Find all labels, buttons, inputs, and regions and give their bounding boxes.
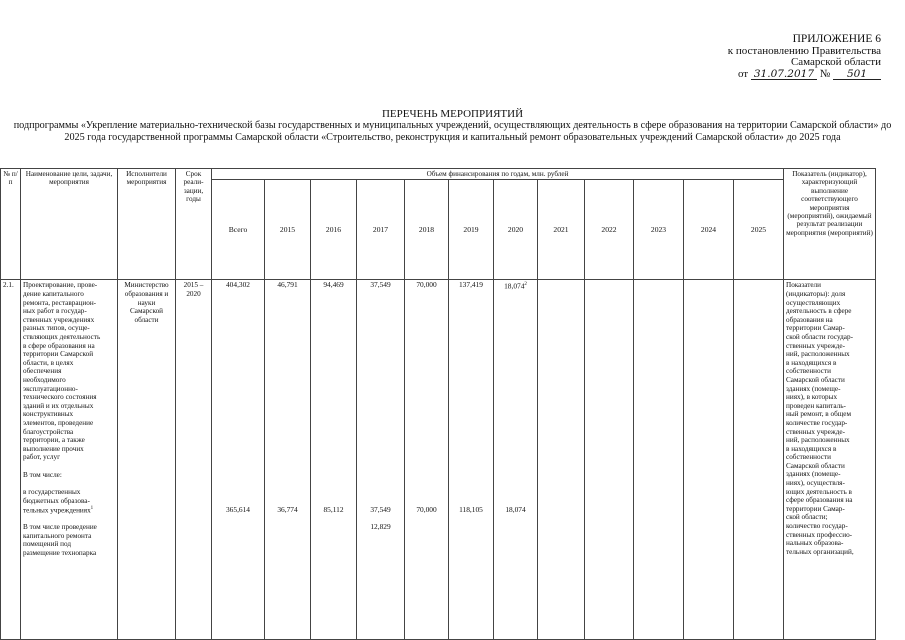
value-cell-sub1: 37,549 [370, 504, 391, 514]
row-indicator-line: ственных учрежде- [786, 427, 845, 436]
footnote-mark: 2 [524, 282, 527, 288]
row-indicator-line: территории Самар- [786, 324, 845, 333]
header-name: Наименование цели, задачи, мероприятия [21, 169, 118, 280]
row-indicator [786, 281, 873, 556]
row-indicator-line: собственности [786, 367, 831, 376]
row-indicator-line: количестве государ- [786, 418, 848, 427]
header-year-2015: 2015 [265, 180, 311, 280]
row-indicator-line: количество государ- [786, 522, 848, 531]
header-year-2025: 2025 [734, 180, 784, 280]
row-indicator-line: ний, расположенных [786, 436, 850, 445]
date-prefix: от [737, 67, 749, 80]
header-year-2024: 2024 [684, 180, 734, 280]
header-executors: Исполнители мероприятия [118, 169, 176, 280]
row-term-cell [176, 280, 212, 640]
row-sub2-line: помещений под [23, 540, 71, 549]
row-indicator-line: осуществляющих [786, 298, 841, 307]
row-indicator-line: собственности [786, 453, 831, 462]
appendix-line-2: Самарской области [790, 56, 881, 68]
row-indicator-line: зданиях (помеще- [786, 470, 841, 479]
row-name-line: работ, услуг [23, 453, 61, 462]
row-name-line: дение капитального [23, 290, 84, 298]
row-name-line: ствляющих деятельность [23, 332, 101, 341]
row-sub2-line: размещение технопарка [23, 548, 97, 557]
measures-table [0, 168, 876, 640]
row-name-line: необходимого [23, 375, 66, 384]
table-row [1, 280, 876, 640]
document-subtitle: подпрограммы «Укрепление материально-технической базы государственных и муниципальных учреждений, осуществляющих деятельность в сфере образования на территории Самарской области» до 2025 года государственной программы Самарской области «Строительство, реконструкция и капитальный ремонт образовательных учреждений Самарской области» до 2025 года [13, 120, 892, 143]
row-value-2022 [585, 280, 634, 640]
row-name-line: разных типов, осуще- [23, 324, 90, 333]
row-term [178, 281, 209, 298]
value-cell-sub1: 18,074 [505, 504, 526, 514]
row-name [23, 281, 115, 461]
row-name-line: обеспечения [23, 367, 62, 376]
appendix-title: ПРИЛОЖЕНИЕ 6 [792, 33, 881, 45]
row-indicator-line: ний, расположенных [786, 350, 850, 359]
row-term-line: 2020 [186, 290, 201, 298]
row-value-2020 [494, 280, 538, 640]
row-value-total [212, 280, 265, 640]
header-finance: Объем финансирования по годам, млн. рублей [212, 169, 784, 180]
row-name-line: зданий и их отдельных [23, 401, 94, 410]
row-indicator-line: (индикаторы): доля [786, 290, 846, 298]
appendix-block [681, 34, 881, 80]
row-name-line: элементов, проведение [23, 418, 94, 427]
row-indicator-line: образования на [786, 315, 833, 324]
row-value-2016 [311, 280, 357, 640]
row-sub1-name [23, 488, 115, 514]
row-indicator-line: ниях), в которых [786, 393, 838, 402]
row-indicator-line: ской области государ- [786, 332, 853, 341]
document-title: ПЕРЕЧЕНЬ МЕРОПРИЯТИЙ [381, 108, 524, 120]
header-year-2016: 2016 [311, 180, 357, 280]
value-cell-sub1: 365,614 [225, 504, 251, 514]
row-name-line: благоустройства [23, 427, 74, 436]
row-executor-line: науки [137, 298, 156, 307]
row-name-line: ственных учреждениях [23, 315, 95, 324]
header-year-2021: 2021 [538, 180, 585, 280]
row-value-2023 [634, 280, 684, 640]
header-year-2023: 2023 [634, 180, 684, 280]
row-indicator-line: сфере образования на [786, 496, 853, 505]
row-indicator-line: ный ремонт, в общем [786, 410, 851, 419]
row-name-line: территории Самарской [23, 350, 94, 359]
row-executor-cell [118, 280, 176, 640]
row-name-cell [21, 280, 118, 640]
row-indicator-line: нальных образова- [786, 539, 844, 548]
row-name-line: конструктивных [23, 410, 74, 419]
header-year-2017: 2017 [357, 180, 405, 280]
header-year-2018: 2018 [405, 180, 449, 280]
row-sub1-line: в государственных [23, 488, 81, 497]
number-prefix: № [819, 67, 831, 80]
header-year-2019: 2019 [449, 180, 494, 280]
value-cell: 404,302 [225, 280, 251, 290]
row-indicator-line: в находящихся в [786, 444, 837, 453]
header-year-2020: 2020 [494, 180, 538, 280]
row-name-line: эксплуатационно- [23, 384, 78, 393]
row-indicator-line: территории Самар- [786, 504, 845, 513]
row-sub1-line: тельных учреждениях$^1$ [23, 506, 94, 515]
row-indicator-line: ственных учрежде- [786, 341, 845, 350]
row-indicator-line: ниях), осуществля- [786, 479, 845, 488]
row-value-2024 [684, 280, 734, 640]
handwritten-number: 501 [833, 69, 881, 80]
row-value-2017 [357, 280, 405, 640]
row-indicator-line: зданиях (помеще- [786, 384, 841, 393]
header-term: Срок реали-зации, годы [176, 169, 212, 280]
value-cell: 46,791 [277, 280, 298, 290]
row-sub2-name [23, 523, 115, 557]
row-num: 2.1. [1, 280, 21, 640]
value-cell: 70,000 [416, 280, 437, 290]
row-term-line: 2015 – [183, 281, 204, 290]
row-indicator-cell [784, 280, 876, 640]
row-name-line: ремонта, реставрацион- [23, 298, 97, 307]
header-year-2022: 2022 [585, 180, 634, 280]
row-name-line: ных работ в государ- [23, 307, 87, 316]
value-cell: 18,074$^2$ [504, 281, 527, 291]
row-sub1-line: бюджетных образова- [23, 496, 90, 505]
header-num: № п/п [1, 169, 21, 280]
row-indicator-line: ющих деятельность в [786, 487, 852, 496]
row-name-line: в сфере образования на [23, 341, 95, 350]
row-name-line: выполнение прочих [23, 444, 84, 453]
header-year-total: Всего [212, 180, 265, 280]
row-name-line: территории, а также [23, 436, 85, 445]
value-cell-sub1: 85,112 [323, 504, 344, 514]
row-executor-line: области [134, 315, 159, 324]
row-value-2019 [449, 280, 494, 640]
handwritten-date: 31.07.2017 [751, 69, 817, 80]
row-indicator-line: Самарской области [786, 461, 845, 470]
row-indicator-line: Показатели [786, 281, 821, 290]
value-cell-sub1: 118,105 [459, 504, 483, 514]
row-indicator-line: тельных организаций, [786, 547, 854, 556]
row-sub2-line: В том числе проведение [23, 523, 97, 532]
footnote-mark: 1 [90, 506, 94, 512]
row-indicator-line: ственных профессио- [786, 530, 853, 539]
row-value-2025 [734, 280, 784, 640]
row-executor-line: Министерство [124, 281, 169, 290]
row-indicator-line: проведен капиталь- [786, 401, 846, 410]
row-sub2-line: капитального ремонта [23, 531, 92, 540]
row-value-2018 [405, 280, 449, 640]
row-name-line: области, в целях [23, 358, 74, 367]
appendix-line-1: к постановлению Правительства [727, 44, 881, 57]
row-executor-line: Самарской [129, 307, 164, 316]
row-value-2021 [538, 280, 585, 640]
row-included-label: В том числе: [23, 470, 62, 479]
value-cell-sub2: 12,829 [370, 522, 391, 532]
header-indicator: Показатель (индикатор), характеризующий выполнение соответствующего мероприятия (мероприятий), ожидаемый результат реализации мероприятия (мероприятий) [784, 169, 876, 280]
row-indicator-line: в находящихся в [786, 358, 837, 367]
value-cell-sub1: 36,774 [277, 504, 298, 514]
value-cell-sub1: 70,000 [416, 504, 437, 514]
value-cell: 37,549 [370, 280, 391, 290]
row-executor-line: образования и [124, 290, 169, 298]
row-value-2015 [265, 280, 311, 640]
row-name-line: Проектирование, прове- [23, 281, 98, 290]
value-cell: 137,419 [458, 280, 484, 290]
row-executor [120, 281, 173, 324]
row-indicator-line: деятельность в сфере [786, 307, 852, 316]
value-cell: 94,469 [323, 280, 344, 290]
row-indicator-line: ской области; [786, 513, 828, 522]
row-indicator-line: Самарской области [786, 375, 845, 384]
appendix-date-line [681, 69, 881, 81]
row-name-line: технического состояния [23, 393, 97, 402]
